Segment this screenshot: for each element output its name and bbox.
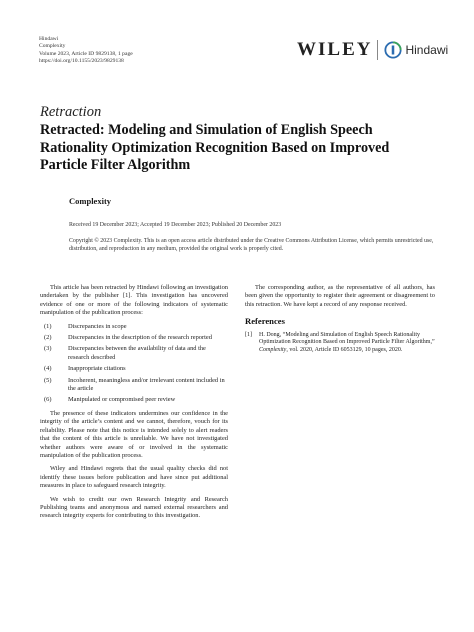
article-title: Retracted: Modeling and Simulation of English Speech Rationality Optimization Recognition Based on Improved Particle Filter Algorithm [40,122,390,173]
article-type: Retraction [40,104,102,120]
article-meta [39,36,133,66]
copyright-notice: Copyright © 2023 Complexity. This is an open access article distributed under the Creative Commons Attribution License, which permits unrestricted use, distribution, and reproduction in any medium, provided the original work is properly cited. [69,238,434,252]
publication-dates: Received 19 December 2023; Accepted 19 December 2023; Published 20 December 2023 [69,222,282,228]
hindawi-logo-text: Hindawi [405,43,449,57]
brand-logos [297,38,448,62]
publisher-name: Hindawi [39,36,59,42]
journal-name-header: Complexity [39,43,66,50]
author-response-paragraph: The corresponding author, as the representative of all authors, has been given the opportunity to register their agreement or disagreement to this retraction. We have kept a record of any response received. [245,284,435,308]
credits-paragraph: We wish to credit our own Research Integrity and Research Publishing teams and anonymous and named external researchers and research integrity experts for contributing to this investigation. [40,495,228,520]
list-item: (1) Discrepancies in scope [44,322,127,330]
journal-name: Complexity [69,196,112,206]
indicator-list [40,323,228,405]
quality-checks-paragraph: Wiley and Hindawi regrets that the usual quality checks did not identify these issues before publication and have since put additional measures in place to safeguard research integrity. [40,465,228,490]
integrity-paragraph: The presence of these indicators undermines our confidence in the integrity of the article’s content and we cannot, therefore, vouch for its reliability. Please note that this notice is intended solely to alert readers that the content of this article is unreliable. We have not investigated whether authors were aware of or involved in the systematic manipulation of the publication process. [40,409,228,459]
reference-number: [1] [245,331,252,338]
list-item: (4) Inappropriate citations [44,365,126,373]
volume-info: Volume 2023, Article ID 9829138, 1 page [39,50,133,57]
list-item: (3) Discrepancies between the availability of data and the research described [44,345,206,361]
brand-divider [377,40,378,60]
list-item: (5) Incoherent, meaningless and/or irrelevant content included in the article [44,376,225,393]
reference-journal: Complexity [259,346,287,353]
wiley-logo: WILEY [297,39,373,60]
references-heading: References [245,316,285,327]
hindawi-logo-icon [384,41,402,59]
doi-link[interactable]: https://doi.org/10.1155/2023/9829138 [39,58,124,65]
intro-paragraph: This article has been retracted by Hindawi following an investigation undertaken by the publisher [1]. This investigation has uncovered evidence of one or more of the following indicators of systematic manipulation of the publication process: [40,284,228,317]
right-column [245,284,435,354]
left-column [40,284,228,526]
reference-text: H. Dong, “Modeling and Simulation of English Speech Rationality Optimization Recognition Based on Improved Particle Filter Algorithm,” Complexity, vol. 2020, Article ID 6053129, 10 pages, 2020. [259,331,435,353]
reference-item [245,332,435,355]
list-item: (2) Discrepancies in the description of the research reported [44,334,212,342]
list-item: (6) Manipulated or compromised peer review [44,396,176,404]
